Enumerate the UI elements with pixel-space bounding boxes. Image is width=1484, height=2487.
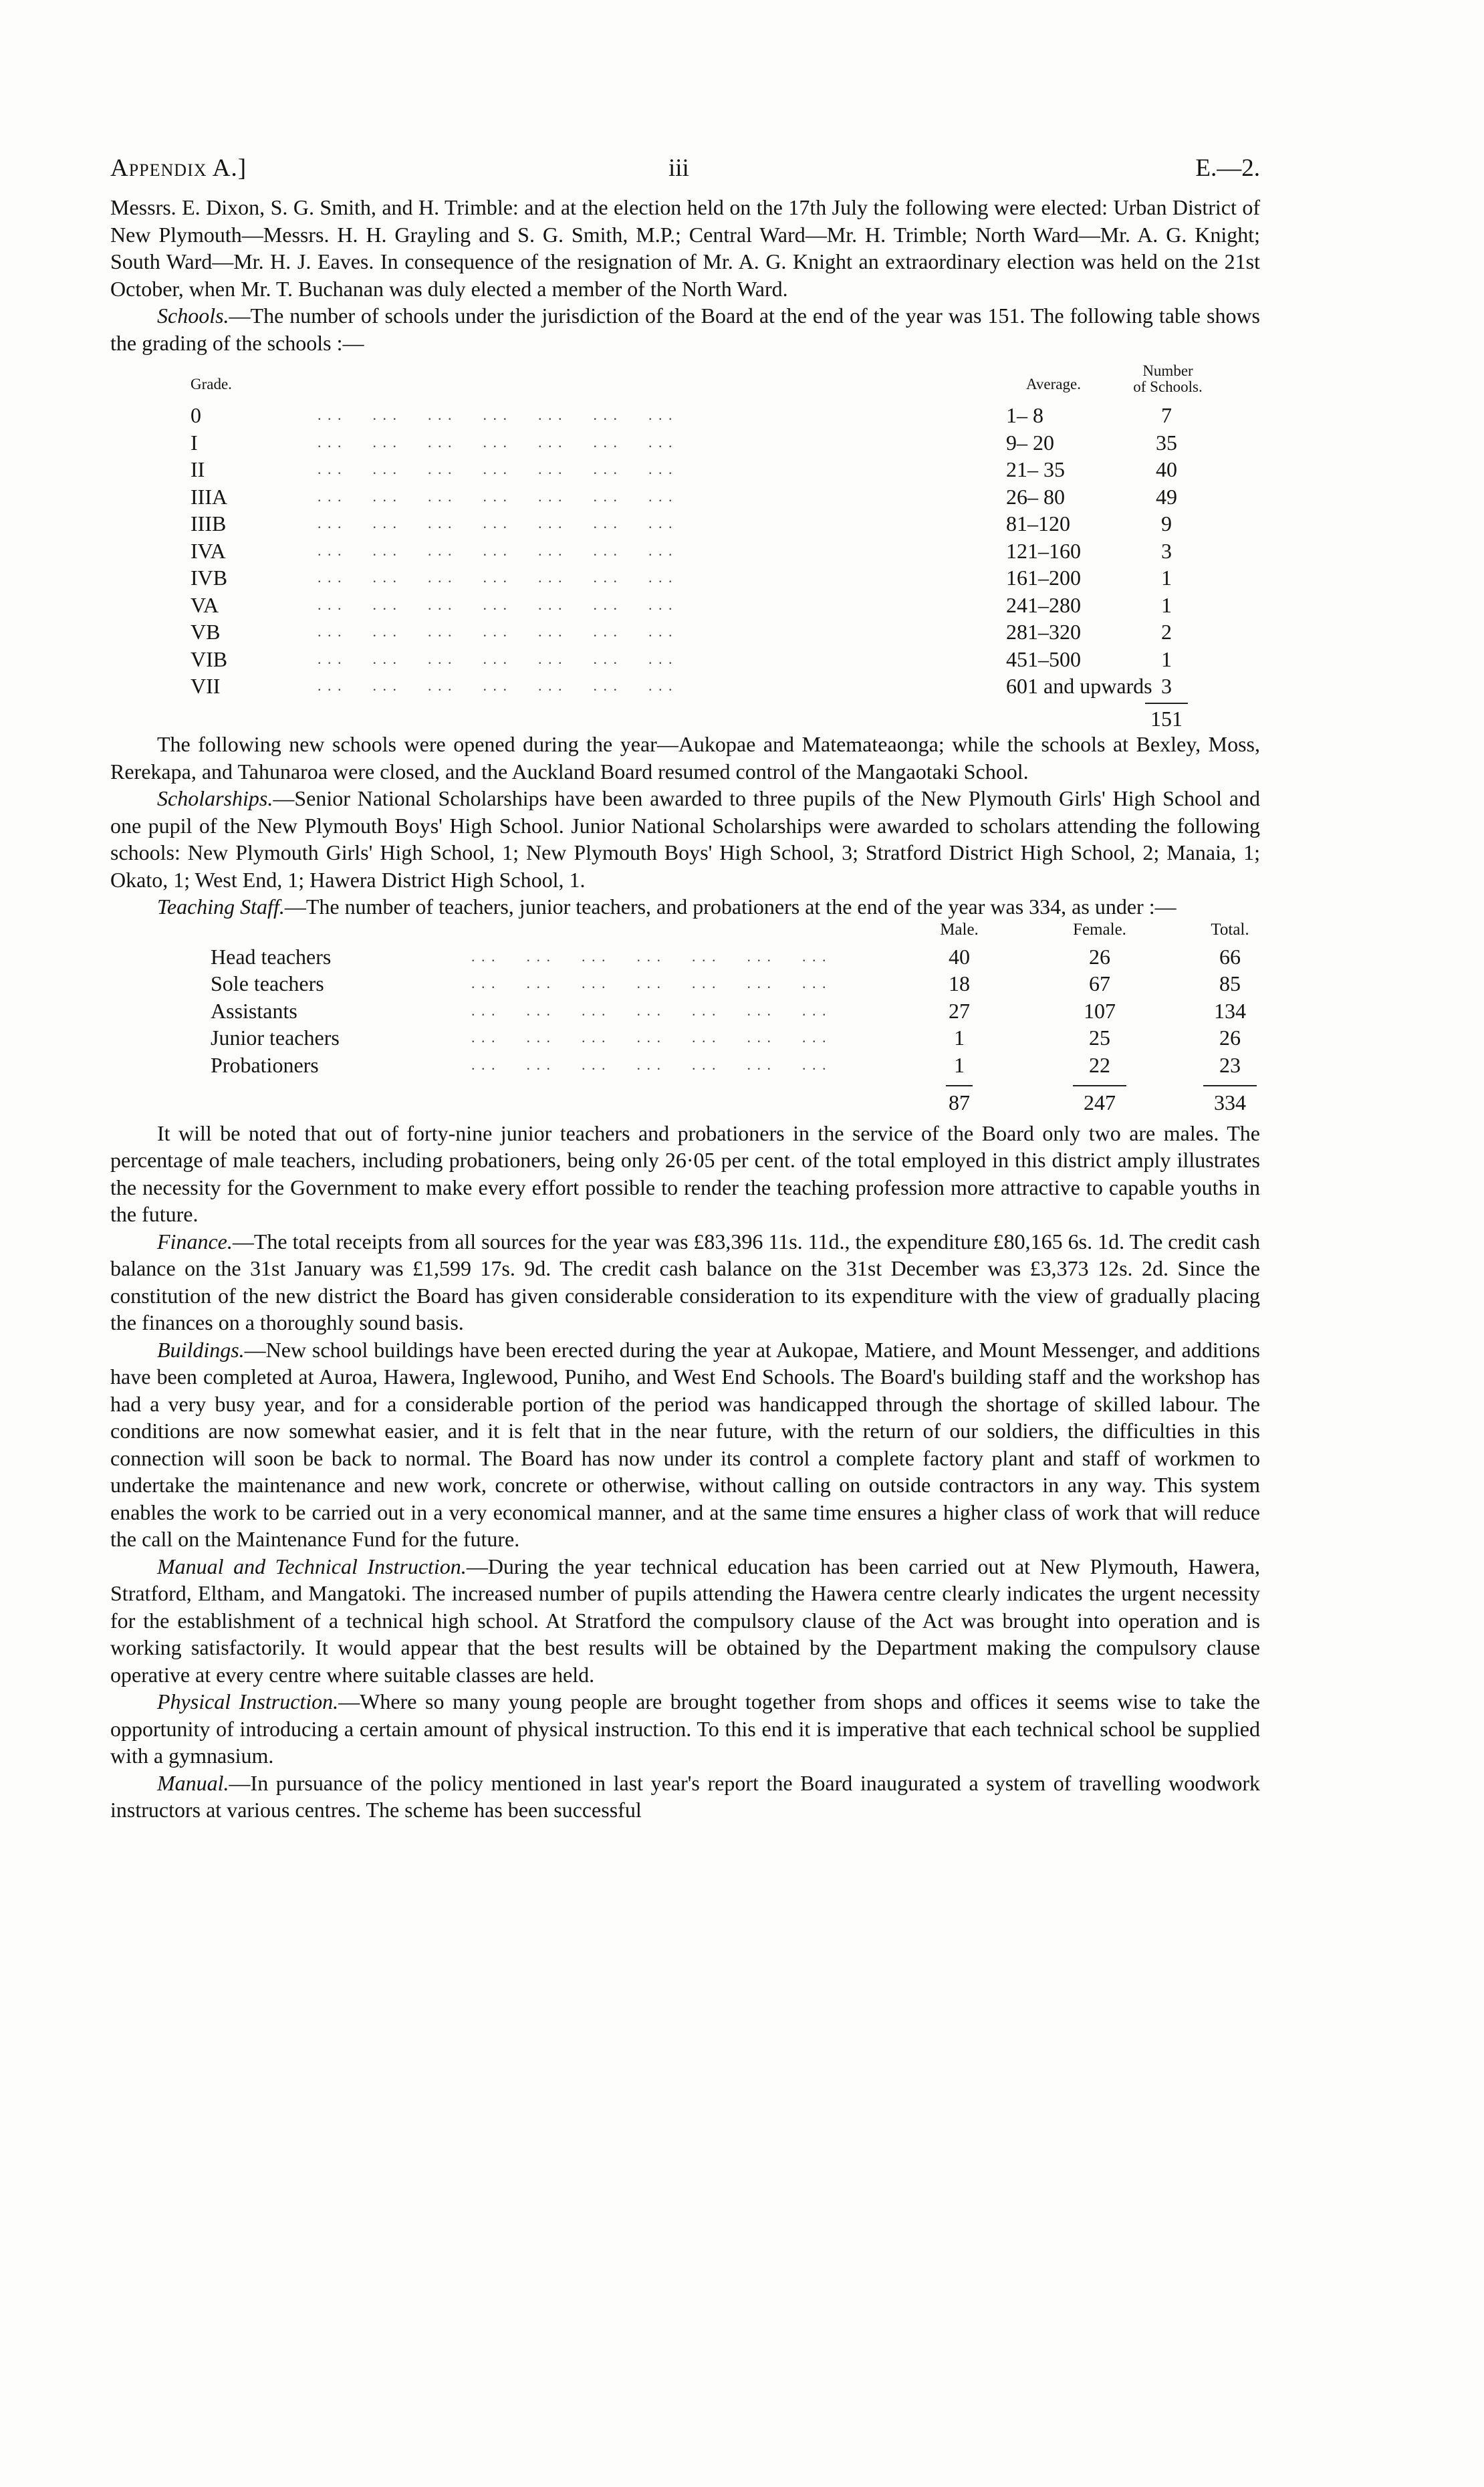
male-cell: 1 bbox=[954, 1026, 965, 1050]
number-cell: 3 bbox=[1161, 538, 1172, 563]
total-rule bbox=[1145, 703, 1188, 704]
average-cell: 1– 8 bbox=[1006, 403, 1043, 427]
total-col-header: Total. bbox=[1211, 920, 1249, 939]
leader-dots: . . . . . . . . . . . . . . . . . . . . . bbox=[318, 406, 674, 423]
leader-dots: . . . . . . . . . . . . . . . . . . . . . bbox=[318, 569, 674, 586]
header-page-number: iii bbox=[668, 154, 689, 182]
document-page bbox=[110, 154, 1260, 1824]
scholarships-heading: Scholarships. bbox=[157, 786, 273, 810]
manual-paragraph bbox=[110, 1770, 1260, 1824]
female-total: 247 bbox=[1084, 1090, 1116, 1114]
average-cell: 601 and upwards bbox=[1006, 674, 1152, 698]
physical-text: —Where so many young people are brought together from shops and offices it seems wise to take the opportunity of introducing a certain amount of physical instruction. To this end it is imperative that each technical school be supplied with a gymnasium. bbox=[110, 1689, 1261, 1768]
grade-cell: VA bbox=[191, 592, 219, 617]
grade-cell: VII bbox=[191, 674, 221, 698]
staff-row bbox=[110, 970, 1260, 997]
manual-heading: Manual. bbox=[157, 1770, 229, 1795]
total-cell: 26 bbox=[1219, 1026, 1241, 1050]
grade-row bbox=[110, 592, 1260, 618]
number-cell: 7 bbox=[1161, 403, 1172, 427]
grade-row bbox=[110, 456, 1260, 483]
grade-row bbox=[110, 538, 1260, 564]
leader-dots: . . . . . . . . . . . . . . . . . . . . . bbox=[318, 515, 674, 531]
physical-heading: Physical Instruction. bbox=[157, 1689, 339, 1713]
schools-paragraph bbox=[110, 302, 1260, 356]
grade-row bbox=[110, 510, 1260, 537]
staff-row bbox=[110, 943, 1260, 970]
number-cell: 49 bbox=[1156, 484, 1177, 509]
staff-row bbox=[110, 997, 1260, 1024]
staff-label-cell: Probationers bbox=[211, 1052, 319, 1077]
grade-total: 151 bbox=[1150, 707, 1183, 731]
grade-row bbox=[110, 483, 1260, 510]
total-cell: 85 bbox=[1219, 971, 1241, 995]
total-cell: 66 bbox=[1219, 944, 1241, 969]
schools-heading: Schools. bbox=[157, 304, 229, 328]
male-cell: 27 bbox=[949, 998, 970, 1023]
male-total: 87 bbox=[949, 1090, 970, 1114]
average-col-header: Average. bbox=[1026, 376, 1081, 392]
staff-totals-row bbox=[110, 1089, 1260, 1116]
staff-row bbox=[110, 1024, 1260, 1051]
staff-label-cell: Sole teachers bbox=[211, 971, 324, 995]
number-col-header-2: of Schools. bbox=[1133, 378, 1203, 395]
buildings-text: —New school buildings have been erected during the year at Aukopae, Matiere, and Mount Messenger, and additions have been completed at Auroa, Hawera, Inglewood, Puniho, and West End Schools. The Board's building staff and the workshop has had a very busy year, and for a considerable portion of the period was handicapped through the shortage of skilled labour. The conditions are now somewhat easier, and it is felt that in the near future, with the return of our soldiers, the difficulties in this connection will soon be back to normal. The Board has now under its control a complete factory plant and staff of workmen to undertake the maintenance and new work, concrete or otherwise, without calling on outside contractors in any way. This system enables the work to be carried out in a very economical manner, and at the same time ensures a higher class of work that will reduce the call on the Maintenance Fund for the future. bbox=[110, 1337, 1260, 1551]
leader-dots: . . . . . . . . . . . . . . . . . . . . . bbox=[471, 975, 828, 991]
leader-dots: . . . . . . . . . . . . . . . . . . . . . bbox=[471, 1029, 828, 1046]
leader-dots: . . . . . . . . . . . . . . . . . . . . . bbox=[471, 1001, 828, 1019]
average-cell: 281–320 bbox=[1006, 620, 1081, 644]
grade-row bbox=[110, 429, 1260, 456]
female-total-rule bbox=[1073, 1085, 1126, 1086]
average-cell: 9– 20 bbox=[1006, 430, 1054, 455]
average-cell: 81–120 bbox=[1006, 511, 1070, 536]
staff-label-cell: Assistants bbox=[211, 998, 297, 1023]
leader-dots: . . . . . . . . . . . . . . . . . . . . . bbox=[318, 650, 674, 667]
grade-cell: 0 bbox=[191, 403, 201, 427]
average-cell: 21– 35 bbox=[1006, 457, 1065, 481]
grade-row bbox=[110, 402, 1260, 429]
running-header bbox=[110, 154, 1260, 194]
male-cell: 1 bbox=[954, 1052, 965, 1077]
female-cell: 107 bbox=[1084, 998, 1116, 1023]
grade-cell: IVA bbox=[191, 538, 226, 563]
female-col-header: Female. bbox=[1073, 920, 1126, 939]
header-appendix: Appendix A.] bbox=[110, 154, 247, 182]
grade-row bbox=[110, 673, 1260, 699]
schools-text: —The number of schools under the jurisdiction of the Board at the end of the year was 151. The following table shows the grading of the schools :— bbox=[110, 304, 1260, 355]
physical-paragraph bbox=[110, 1688, 1260, 1770]
grand-total: 334 bbox=[1214, 1090, 1246, 1114]
grand-total-rule bbox=[1203, 1085, 1257, 1086]
leader-dots: . . . . . . . . . . . . . . . . . . . . . bbox=[318, 623, 674, 640]
grade-row bbox=[110, 618, 1260, 645]
number-cell: 35 bbox=[1156, 430, 1177, 455]
grade-cell: II bbox=[191, 457, 205, 481]
female-cell: 22 bbox=[1089, 1052, 1110, 1077]
grade-table bbox=[110, 356, 1260, 731]
grade-cell: IIIB bbox=[191, 511, 227, 536]
finance-paragraph bbox=[110, 1228, 1260, 1336]
staff-label-cell: Junior teachers bbox=[211, 1026, 340, 1050]
male-cell: 18 bbox=[949, 971, 970, 995]
female-cell: 25 bbox=[1089, 1026, 1110, 1050]
average-cell: 451–500 bbox=[1006, 646, 1081, 671]
grade-col-header: Grade. bbox=[191, 376, 232, 392]
number-cell: 1 bbox=[1161, 592, 1172, 617]
average-cell: 26– 80 bbox=[1006, 484, 1065, 509]
male-col-header: Male. bbox=[940, 920, 979, 939]
finance-heading: Finance. bbox=[157, 1229, 233, 1254]
grade-cell: IVB bbox=[191, 566, 228, 590]
grade-row bbox=[110, 646, 1260, 673]
average-cell: 241–280 bbox=[1006, 592, 1081, 617]
staff-label-cell: Head teachers bbox=[211, 944, 332, 969]
buildings-paragraph bbox=[110, 1336, 1260, 1553]
number-cell: 9 bbox=[1161, 511, 1172, 536]
finance-text: —The total receipts from all sources for the year was £83,396 11s. 11d., the expenditure £80,165 6s. 1d. The credit cash balance on the 31st January was £1,599 17s. 9d. The credit cash balance on the 31st December was £3,373 12s. 2d. Since the constitution of the new district the Board has given considerable consideration to its expenditure with the view of gradually placing the finances on a thoroughly sound basis. bbox=[110, 1229, 1260, 1334]
grade-cell: VB bbox=[191, 620, 221, 644]
female-cell: 67 bbox=[1089, 971, 1110, 995]
manual-text: —In pursuance of the policy mentioned in last year's report the Board inaugurated a system of travelling woodwork instructors at various centres. The scheme has been successful bbox=[110, 1770, 1260, 1822]
junior-teachers-paragraph: It will be noted that out of forty-nine junior teachers and probationers in the service of the Board only two are males. The percentage of male teachers, including probationers, being only 26·05 per cent. of the total employed in this district amply illustrates the necessity for the Government to make every effort possible to render the teaching profession more attractive to capable youths in the future. bbox=[110, 1120, 1260, 1226]
teaching-staff-paragraph bbox=[110, 893, 1260, 921]
grade-cell: IIIA bbox=[191, 484, 228, 509]
scholarships-paragraph bbox=[110, 785, 1260, 893]
intro-paragraph: Messrs. E. Dixon, S. G. Smith, and H. Trimble: and at the election held on the 17th July the following were elected: Urban District of New Plymouth—Messrs. H. H. Grayling and S. G. Smith, M.P.; Central Ward—Mr. H. Trimble; North Ward—Mr. A. G. Knight; South Ward—Mr. H. J. Eaves. In consequence of the resignation of Mr. A. G. Knight an extraordinary election was held on the 21st October, when Mr. T. Buchanan was duly elected a member of the North Ward. bbox=[110, 195, 1260, 301]
female-cell: 26 bbox=[1089, 944, 1110, 969]
male-cell: 40 bbox=[949, 944, 970, 969]
number-cell: 2 bbox=[1161, 620, 1172, 644]
leader-dots: . . . . . . . . . . . . . . . . . . . . . bbox=[318, 677, 674, 694]
teaching-staff-heading: Teaching Staff. bbox=[157, 895, 285, 919]
staff-table bbox=[110, 921, 1260, 1114]
leader-dots: . . . . . . . . . . . . . . . . . . . . . bbox=[318, 487, 674, 505]
leader-dots: . . . . . . . . . . . . . . . . . . . . . bbox=[318, 542, 674, 559]
average-cell: 161–200 bbox=[1006, 566, 1081, 590]
manual-technical-paragraph bbox=[110, 1553, 1260, 1689]
teaching-staff-text: —The number of teachers, junior teachers, and probationers at the end of the year was 334, as under :— bbox=[284, 895, 1177, 919]
grade-cell: VIB bbox=[191, 646, 228, 671]
leader-dots: . . . . . . . . . . . . . . . . . . . . . bbox=[471, 1056, 828, 1073]
staff-row bbox=[110, 1052, 1260, 1078]
leader-dots: . . . . . . . . . . . . . . . . . . . . . bbox=[318, 596, 674, 613]
grade-cell: I bbox=[191, 430, 198, 455]
leader-dots: . . . . . . . . . . . . . . . . . . . . . bbox=[318, 433, 674, 451]
number-cell: 40 bbox=[1156, 457, 1177, 481]
header-document-code: E.—2. bbox=[1195, 154, 1260, 182]
leader-dots: . . . . . . . . . . . . . . . . . . . . . bbox=[318, 461, 674, 477]
grade-row bbox=[110, 564, 1260, 591]
number-cell: 3 bbox=[1161, 674, 1172, 698]
leader-dots: . . . . . . . . . . . . . . . . . . . . . bbox=[471, 947, 828, 965]
average-cell: 121–160 bbox=[1006, 538, 1081, 563]
new-schools-paragraph: The following new schools were opened during the year—Aukopae and Matemateaonga; while the schools at Bexley, Moss, Rerekapa, and Tahunaroa were closed, and the Auckland Board resumed control of the Mangaotaki School. bbox=[110, 732, 1260, 784]
male-total-rule bbox=[946, 1085, 973, 1086]
number-col-header-1: Number bbox=[1142, 362, 1193, 379]
total-cell: 23 bbox=[1219, 1052, 1241, 1077]
number-cell: 1 bbox=[1161, 646, 1172, 671]
total-cell: 134 bbox=[1214, 998, 1246, 1023]
buildings-heading: Buildings. bbox=[157, 1337, 245, 1362]
scholarships-text: —Senior National Scholarships have been awarded to three pupils of the New Plymouth Girls' High School and one pupil of the New Plymouth Boys' High School. Junior National Scholarships were awarded to scholars attending the following schools: New Plymouth Girls' High School, 1; New Plymouth Boys' High School, 3; Stratford District High School, 2; Manaia, 1; Okato, 1; West End, 1; Hawera District High School, 1. bbox=[110, 786, 1260, 892]
manual-technical-text: —During the year technical education has been carried out at New Plymouth, Hawera, Stratford, Eltham, and Mangatoki. The increased number of pupils attending the Hawera centre clearly indicates the urgent necessity for the establishment of a technical high school. At Stratford the compulsory clause of the Act was brought into operation and is working satisfactorily. It would appear that the best results will be obtained by the Department making the compulsory clause operative at every centre where suitable classes are held. bbox=[110, 1554, 1261, 1687]
number-cell: 1 bbox=[1161, 566, 1172, 590]
manual-technical-heading: Manual and Technical Instruction. bbox=[157, 1554, 467, 1578]
